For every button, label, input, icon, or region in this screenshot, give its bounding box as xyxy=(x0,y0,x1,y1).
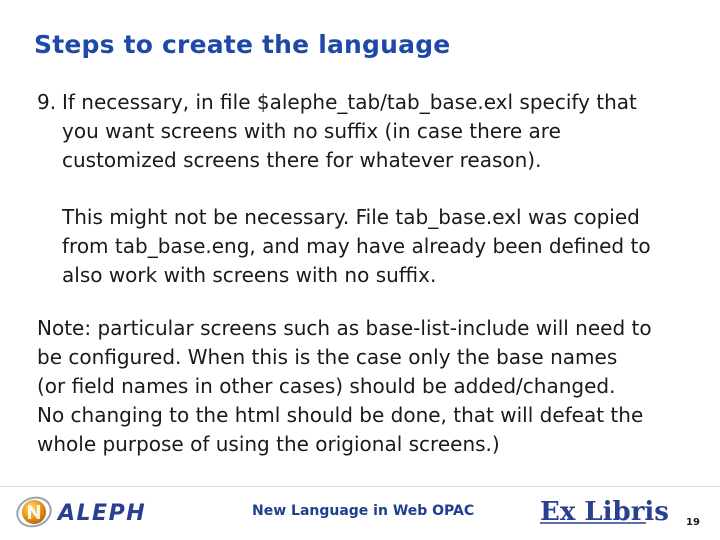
step-number: 9. xyxy=(37,90,57,114)
step-first-line xyxy=(37,88,717,117)
step-line-1: If necessary, in file $alephe_tab/tab_base.exl specify that xyxy=(62,90,637,114)
explanation-paragraph xyxy=(62,203,717,290)
footer-divider xyxy=(0,486,720,487)
note-line-1: Note: particular screens such as base-list-include will need to xyxy=(37,316,652,340)
paragraph-line-3: also work with screens with no suffix. xyxy=(62,263,437,287)
paragraph-line-2: from tab_base.eng, and may have already been defined to xyxy=(62,234,651,258)
step-line-2: you want screens with no suffix (in case there are xyxy=(62,119,561,143)
note-line-2: be configured. When this is the case only the base names xyxy=(37,345,618,369)
page-number: 19 xyxy=(686,517,700,528)
aleph-logo-text: ALEPH xyxy=(58,501,147,526)
footer-caption: New Language in Web OPAC xyxy=(252,503,475,519)
step-line-3: customized screens there for whatever reason). xyxy=(62,148,542,172)
step-9 xyxy=(37,88,717,175)
exlibris-logo xyxy=(538,492,669,528)
note-paragraph xyxy=(37,314,717,459)
note-line-5: whole purpose of using the origional screens.) xyxy=(37,432,500,456)
slide-title: Steps to create the language xyxy=(34,30,451,59)
aleph-logo xyxy=(14,492,174,528)
paragraph-line-1: This might not be necessary. File tab_base.exl was copied xyxy=(62,205,640,229)
exlibris-logo-text: Ex Libris xyxy=(540,497,669,527)
note-line-3: (or field names in other cases) should be added/changed. xyxy=(37,374,616,398)
note-line-4: No changing to the html should be done, that will defeat the xyxy=(37,403,644,427)
